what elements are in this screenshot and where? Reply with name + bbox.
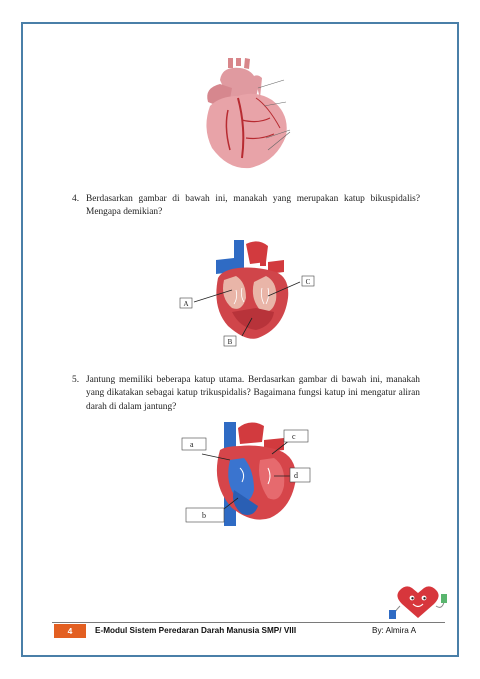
heart-interior-figure: [180, 420, 312, 528]
label-d: d: [294, 471, 298, 480]
label-b: b: [202, 511, 206, 520]
heart-mascot-icon: [388, 582, 448, 622]
question-4: [72, 193, 420, 220]
footer-divider: [52, 622, 445, 623]
heart-valves-figure: [176, 238, 318, 350]
question-5: [72, 374, 420, 414]
heart-external-figure: [198, 58, 298, 172]
author-credit: By: Almira A: [372, 626, 417, 635]
question-number: 5.: [72, 375, 80, 385]
label-c: C: [305, 278, 311, 286]
label-a: a: [190, 440, 194, 449]
label-a: A: [183, 300, 189, 308]
module-title: E-Modul Sistem Peredaran Darah Manusia SMP/ VIII: [95, 626, 297, 635]
question-text: Berdasarkan gambar di bawah ini, manakah yang merupakan katup bikuspidalis? Mengapa demikian?: [86, 194, 420, 218]
label-b: B: [227, 338, 233, 346]
page-number: 4: [54, 624, 86, 638]
label-c: c: [292, 432, 296, 441]
question-number: 4.: [72, 194, 80, 204]
question-text: Jantung memiliki beberapa katup utama. Berdasarkan gambar di bawah ini, manakah yang dikatakan sebagai katup trikuspidalis? Bagaimana fungsi katup ini mengatur aliran darah di dalam jantung?: [86, 375, 420, 412]
